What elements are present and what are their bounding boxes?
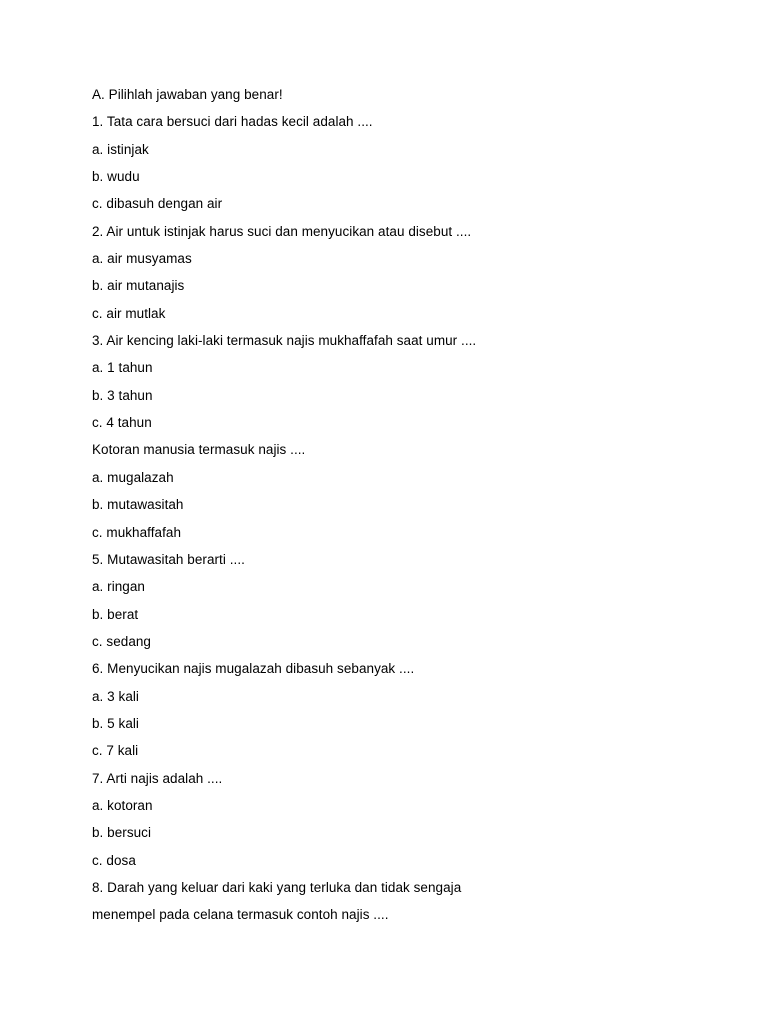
question-prompt: 6. Menyucikan najis mugalazah dibasuh sebanyak .... <box>92 661 415 677</box>
answer-option-c: c. dibasuh dengan air <box>92 196 223 212</box>
question-prompt: 2. Air untuk istinjak harus suci dan menyucikan atau disebut .... <box>92 223 472 239</box>
answer-option-b: b. 3 tahun <box>92 387 153 403</box>
question-7 <box>92 770 692 879</box>
answer-option-b: b. mutawasitah <box>92 497 184 513</box>
question-prompt: 7. Arti najis adalah .... <box>92 770 223 786</box>
answer-option-c: c. air mutlak <box>92 305 166 321</box>
question-5 <box>92 551 692 660</box>
answer-option-a: a. kotoran <box>92 797 153 813</box>
answer-option-a: a. air musyamas <box>92 251 192 267</box>
question-prompt-line-1: 8. Darah yang keluar dari kaki yang terluka dan tidak sengaja <box>92 879 462 895</box>
answer-option-b: b. berat <box>92 606 139 622</box>
answer-option-a: a. 1 tahun <box>92 360 153 376</box>
answer-option-a: a. mugalazah <box>92 469 174 485</box>
question-2 <box>92 223 692 332</box>
question-prompt-line-2: menempel pada celana termasuk contoh najis .... <box>92 907 389 923</box>
question-4 <box>92 441 692 550</box>
question-6 <box>92 660 692 769</box>
answer-option-b: b. air mutanajis <box>92 278 185 294</box>
answer-option-b: b. 5 kali <box>92 715 139 731</box>
answer-option-c: c. 4 tahun <box>92 415 152 431</box>
worksheet-content <box>92 86 692 934</box>
question-prompt: Kotoran manusia termasuk najis .... <box>92 442 306 458</box>
question-3 <box>92 332 692 441</box>
section-heading: A. Pilihlah jawaban yang benar! <box>92 87 283 102</box>
answer-option-b: b. wudu <box>92 169 140 185</box>
question-1 <box>92 113 692 222</box>
question-prompt: 1. Tata cara bersuci dari hadas kecil adalah .... <box>92 114 373 130</box>
answer-option-a: a. 3 kali <box>92 688 139 704</box>
question-8 <box>92 879 692 934</box>
answer-option-c: c. sedang <box>92 633 151 649</box>
answer-option-a: a. ringan <box>92 579 145 595</box>
answer-option-b: b. bersuci <box>92 825 152 841</box>
answer-option-c: c. mukhaffafah <box>92 524 182 540</box>
answer-option-c: c. dosa <box>92 852 136 868</box>
answer-option-a: a. istinjak <box>92 141 149 157</box>
question-prompt: 3. Air kencing laki-laki termasuk najis mukhaffafah saat umur .... <box>92 333 477 349</box>
question-prompt: 5. Mutawasitah berarti .... <box>92 551 245 567</box>
answer-option-c: c. 7 kali <box>92 743 139 759</box>
